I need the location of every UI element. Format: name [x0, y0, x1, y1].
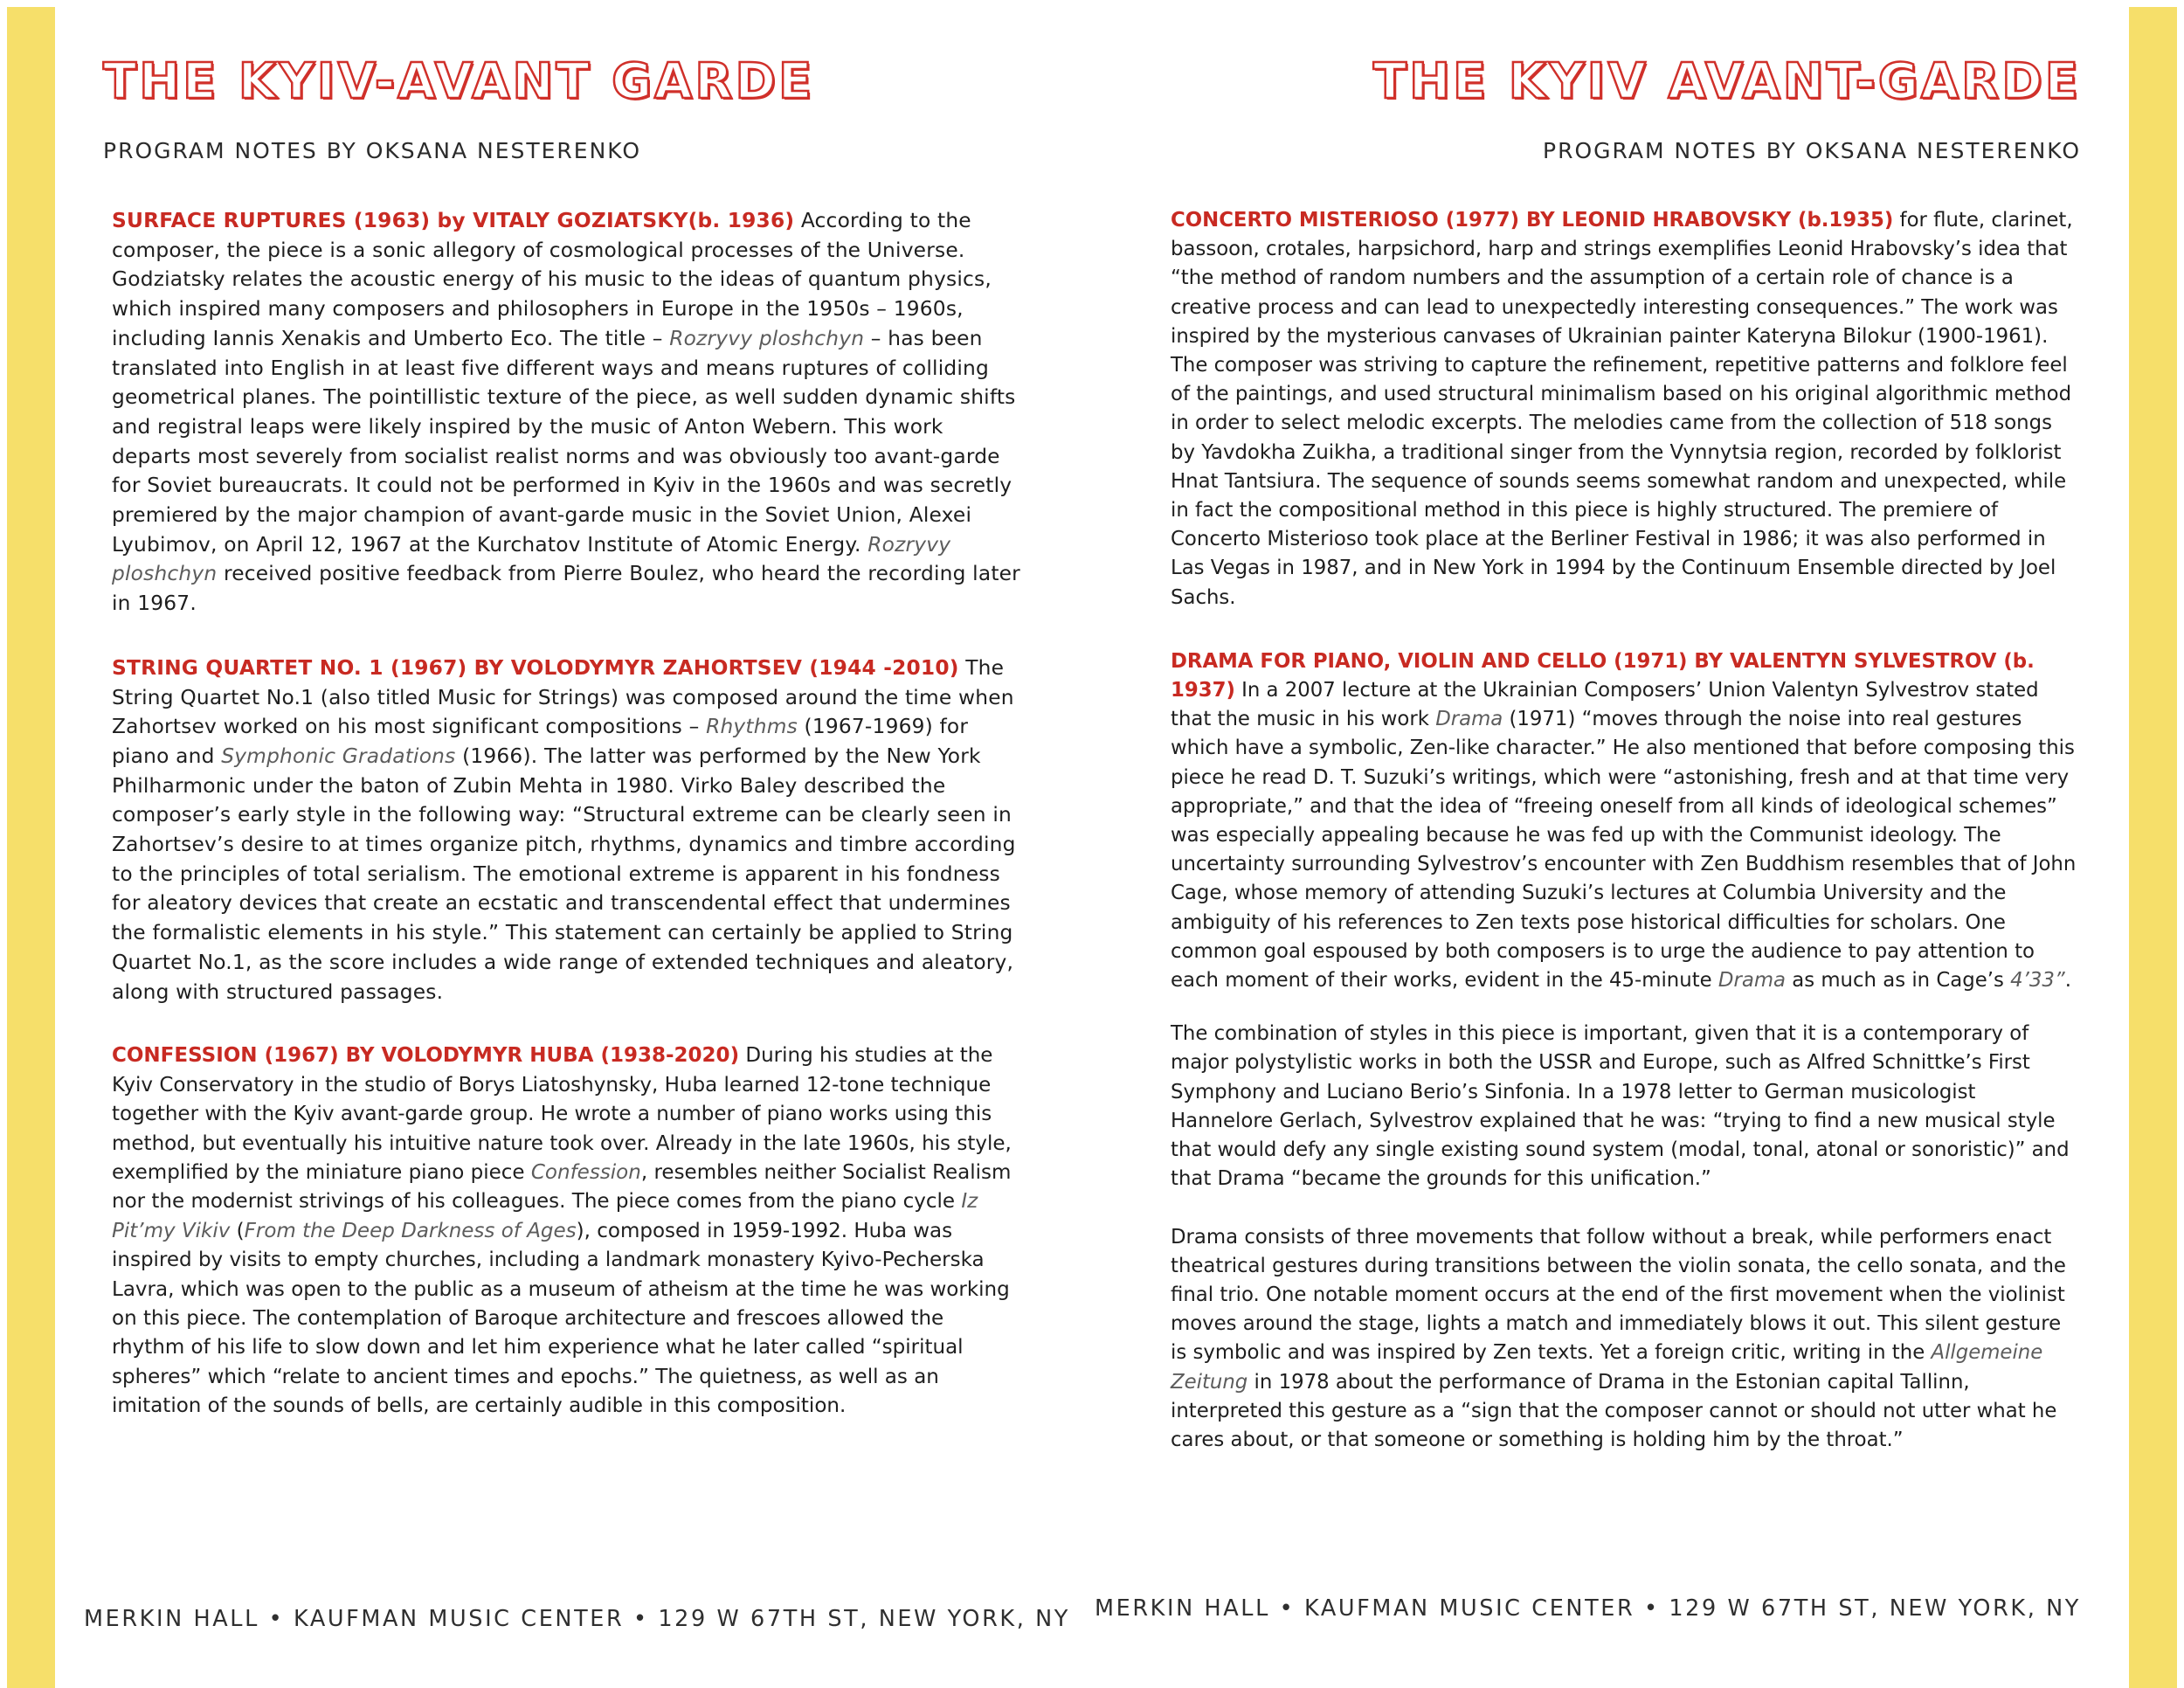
italic-title: Drama [1435, 708, 1503, 731]
italic-title: Iz Pit’my Vikiv [112, 1190, 978, 1242]
section-heading: SURFACE RUPTURES (1963) by VITALY GOZIATSKY(b. 1936) [112, 209, 795, 232]
section-text: (1966). The latter was performed by the New York Philharmonic under the baton of Zubin Mehta in 1980. Virko Baley described the composer’s early style in the following way: “Structural extreme can be clearly seen in Zahortsev’s desire to at times organize pitch, rhythms, dynamics and timbre according to the principles of total serialism. The emotional extreme is apparent in his fondness for aleatory devices that create an ecstatic and transcendental effect that undermines the formalistic elements in his style.” This statement can certainly be applied to String Quartet No.1, as the score includes a wide range of extended techniques and aleatory, along with structured passages. [112, 744, 1016, 1004]
right-venue-footer: MERKIN HALL • KAUFMAN MUSIC CENTER • 129 W 67TH ST, NEW YORK, NY [1095, 1595, 2081, 1622]
left-page-body [112, 206, 1020, 1422]
section-heading: CONCERTO MISTERIOSO (1977) BY LEONID HRABOVSKY (b.1935) [1171, 209, 1894, 232]
right-page [1095, 0, 2081, 1688]
right-page-body [1171, 206, 2079, 1455]
program-note-string-quartet [112, 654, 1020, 1007]
right-yellow-band [2129, 7, 2177, 1688]
section-heading: CONFESSION (1967) BY VOLODYMYR HUBA (1938-2020) [112, 1044, 740, 1068]
left-page-title: THE KYIV-AVANT GARDE [103, 53, 815, 110]
section-text: – has been translated into English in at least five different ways and means ruptures of colliding geometrical planes. The pointillistic texture of the piece, as well sudden dynamic shifts and registral leaps were likely inspired by the music of Anton Webern. This work departs most severely from socialist realist norms and was obviously too avant-garde for Soviet bureaucrats. It could not be performed in Kyiv in the 1960s and was secretly premiered by the major champion of avant-garde music in the Soviet Union, Alexei Lyubimov, on April 12, 1967 at the Kurchatov Institute of Atomic Energy. [112, 326, 1016, 557]
section-text: ( [230, 1219, 245, 1242]
italic-title: Rozryvy ploshchyn [669, 326, 865, 350]
section-text: (1971) “moves through the noise into real gestures which have a symbolic, Zen-like character.” He also mentioned that before composing this piece he read D. T. Suzuki’s writings, which were “astonishing, fresh and at that time very appropriate,” and that the idea of “freeing oneself from all kinds of ideological schemes” was especially appealing because he was fed up with the Communist ideology. The uncertainty surrounding Sylvestrov’s encounter with Zen Buddhism resembles that of John Cage, whose memory of attending Suzuki’s lectures at Columbia University and the ambiguity of his references to Zen texts pose historical difficulties for scholars. One common goal espoused by both composers is to urge the audience to pay attention to each moment of their works, evident in the 45-minute [1171, 708, 2077, 993]
section-text: ), composed in 1959-1992. Huba was inspired by visits to empty churches, including a landmark monastery Kyivo-Pecherska Lavra, which was open to the public as a museum of atheism at the time he was working on this piece. The contemplation of Baroque architecture and frescoes allowed the rhythm of his life to slow down and let him experience what he later called “spiritual spheres” which “relate to ancient times and epochs.” The quietness, as well as an imitation of the sounds of bells, are certainly audible in this composition. [112, 1219, 1010, 1418]
section-text: . [2064, 969, 2071, 993]
italic-title: 4’33” [2010, 969, 2065, 993]
italic-title: Drama [1717, 969, 1786, 993]
program-note-concerto-misterioso [1171, 206, 2079, 612]
section-text: in 1978 about the performance of Drama in the Estonian capital Tallinn, interpreted this gesture as a “sign that the composer cannot or should not utter what he cares about, or that someone or something is holding him by the throat.” [1171, 1370, 2057, 1451]
paragraph-drama-movements [1171, 1223, 2079, 1456]
paragraph-combination-of-styles: The combination of styles in this piece is important, given that it is a contemporary of major polystylistic works in both the USSR and Europe, such as Alfred Schnittke’s First Symphony and Luciano Berio’s Sinfonia. In a 1978 letter to German musicologist Hannelore Gerlach, Sylvestrov explained that he was: “trying to find a new musical style that would defy any single existing sound system (modal, tonal, atonal or sonoristic)” and that Drama “became the grounds for this unification.” [1171, 1022, 2070, 1191]
italic-title: Allgemeine Zeitung [1171, 1341, 2043, 1394]
right-page-subtitle: PROGRAM NOTES BY OKSANA NESTERENKO [1543, 138, 2081, 163]
left-page [79, 0, 1070, 1688]
section-text: In a 2007 lecture at the Ukrainian Composers’ Union Valentyn Sylvestrov stated that the music in his work [1171, 679, 2039, 731]
section-text: According to the composer, the piece is a sonic allegory of cosmological processes of the Universe. Godziatsky relates the acoustic energy of his music to the ideas of quantum physics, which inspired many composers and philosophers in Europe in the 1950s – 1960s, including Iannis Xenakis and Umberto Eco. The title – [112, 209, 992, 350]
section-text: as much as in Cage’s [1786, 969, 2011, 993]
italic-title: Symphonic Gradations [221, 744, 456, 768]
section-text: During his studies at the Kyiv Conservatory in the studio of Borys Liatoshynsky, Huba learned 12-tone technique together with the Kyiv avant-garde group. He wrote a number of piano works using this method, but eventually his intuitive nature took over. Already in the late 1960s, his style, exemplified by the miniature piano piece [112, 1044, 1012, 1184]
italic-title: Rhythms [706, 715, 798, 739]
left-venue-footer: MERKIN HALL • KAUFMAN MUSIC CENTER • 129 W 67TH ST, NEW YORK, NY [84, 1606, 1070, 1632]
program-note-confession [112, 1041, 1020, 1421]
section-text: (1967-1969) for piano and [112, 715, 969, 768]
program-note-surface-ruptures [112, 206, 1020, 619]
section-heading: DRAMA FOR PIANO, VIOLIN AND CELLO (1971) BY VALENTYN SYLVESTROV (b. 1937) [1171, 649, 2035, 702]
section-text: , resembles neither Socialist Realism nor the modernist strivings of his colleagues. The piece comes from the piano cycle [112, 1160, 1012, 1214]
section-text: for flute, clarinet, bassoon, crotales, harpsichord, harp and strings exemplifies Leonid Hrabovsky’s idea that “the method of random numbers and the assumption of a certain role of chance is a creative process and can lead to unexpectedly interesting consequences.” The work was inspired by the mysterious canvases of Ukrainian painter Kateryna Bilokur (1900-1961). The composer was striving to capture the refinement, repetitive patterns and folklore feel of the paintings, and used structural minimalism based on his original algorithmic method in order to select melodic excerpts. The melodies came from the collection of 518 songs by Yavdokha Zuikha, a traditional singer from the Vynnytsia region, recorded by folklorist Hnat Tantsiura. The sequence of sounds seems somewhat random and unexpected, while in fact the compositional method in this piece is highly structured. The premiere of Concerto Misterioso took place at the Berliner Festival in 1986; it was also performed in Las Vegas in 1987, and in New York in 1994 by the Continuum Ensemble directed by Joel Sachs. [1171, 209, 2073, 609]
section-heading: STRING QUARTET NO. 1 (1967) BY VOLODYMYR ZAHORTSEV (1944 -2010) [112, 655, 959, 680]
section-text: The String Quartet No.1 (also titled Music for Strings) was composed around the time when Zahortsev worked on his most significant compositions – [112, 655, 1014, 739]
italic-title: Rozryvy ploshchyn [112, 532, 951, 586]
left-page-subtitle: PROGRAM NOTES BY OKSANA NESTERENKO [103, 138, 641, 163]
italic-title: From the Deep Darkness of Ages [244, 1219, 577, 1242]
program-note-drama [1171, 647, 2079, 995]
section-text: received positive feedback from Pierre Boulez, who heard the recording later in 1967. [112, 562, 1020, 616]
section-text: Drama consists of three movements that follow without a break, while performers enact theatrical gestures during transitions between the violin sonata, the cello sonata, and the final trio. One notable moment occurs at the end of the first movement when the violinist moves around the stage, lights a match and immediately blows it out. This silent gesture is symbolic and was inspired by Zen texts. Yet a foreign critic, writing in the [1171, 1225, 2066, 1365]
right-page-title: THE KYIV AVANT-GARDE [1372, 53, 2081, 110]
italic-title: Confession [530, 1160, 641, 1184]
left-yellow-band [7, 7, 55, 1688]
